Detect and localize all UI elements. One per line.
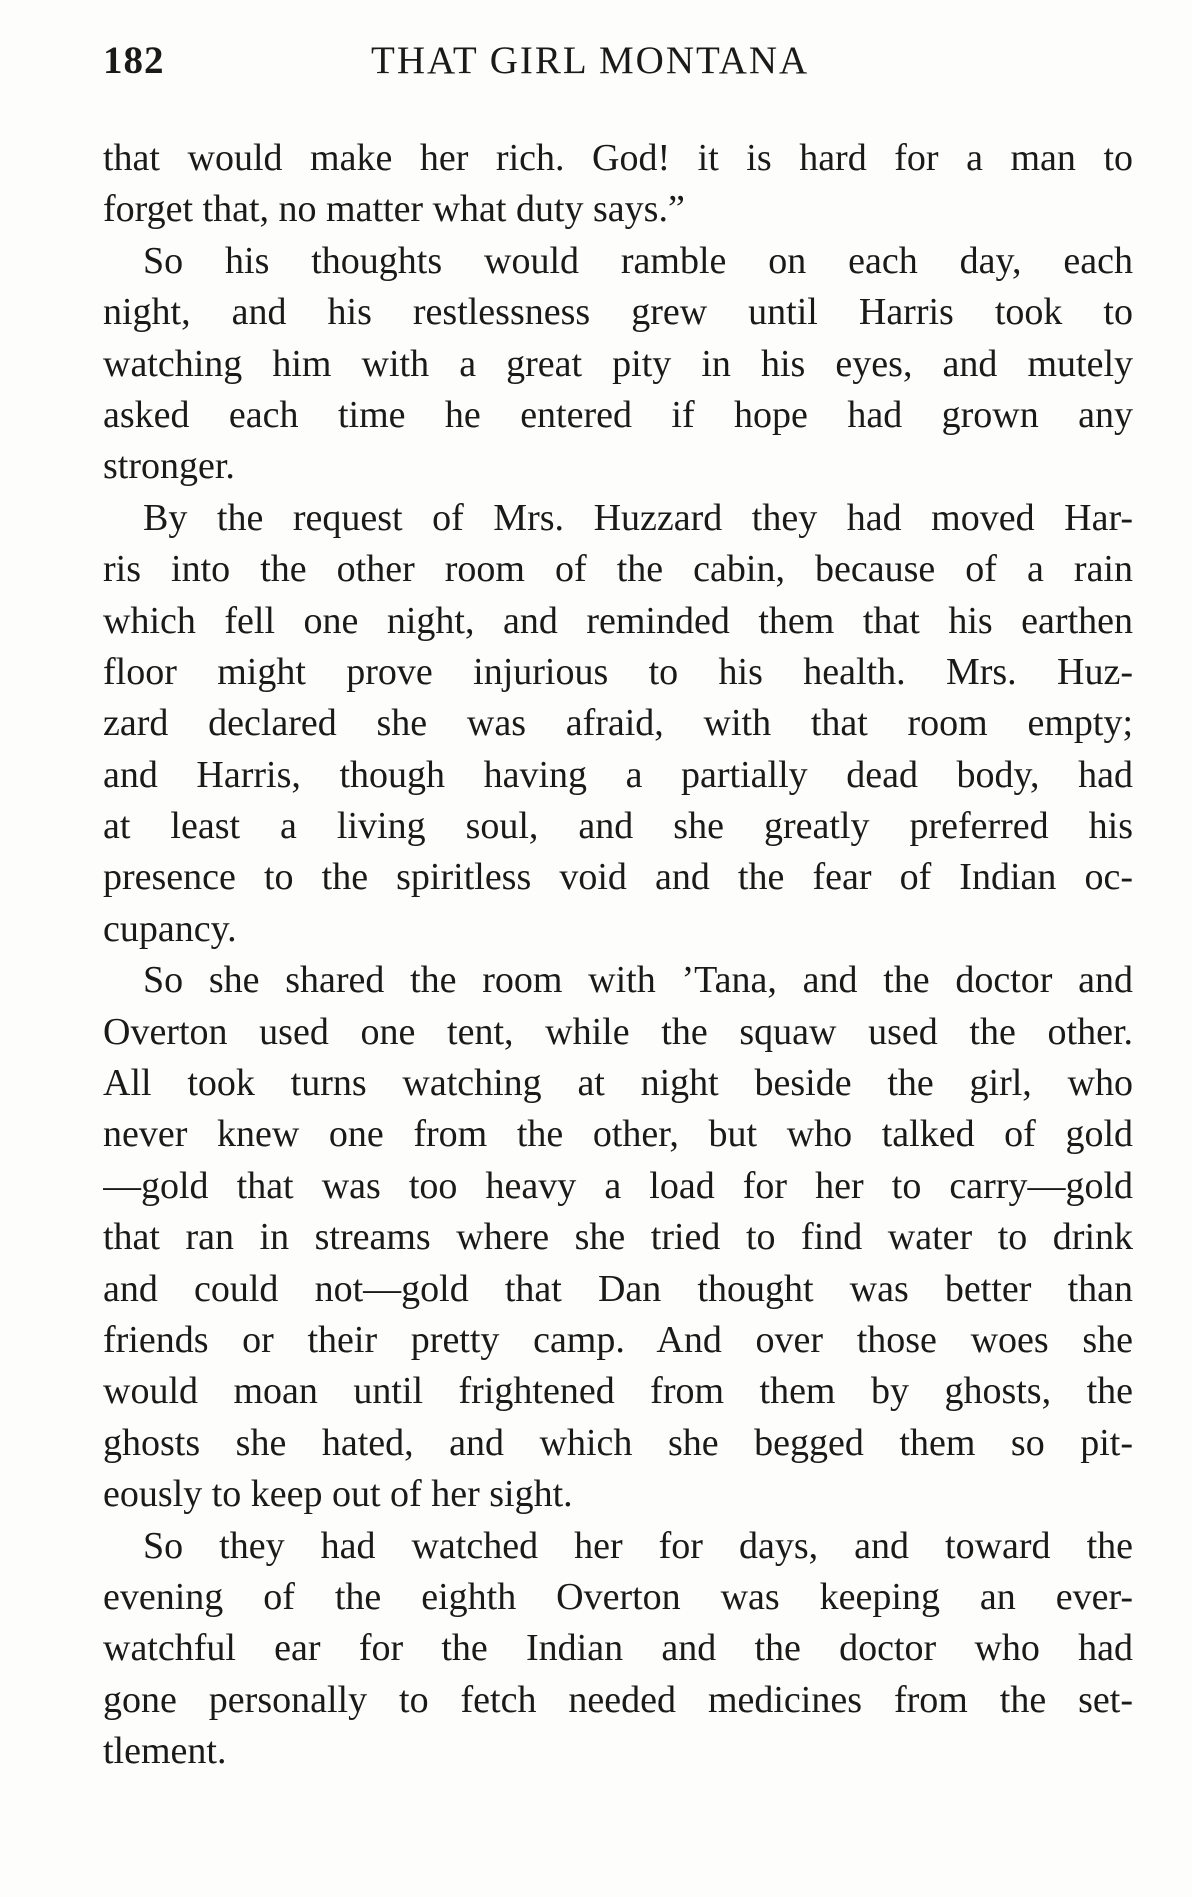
text-line: which fell one night, and reminded them that his earthen — [103, 599, 1133, 642]
running-head — [103, 38, 1133, 98]
text-line: presence to the spiritless void and the fear of Indian oc- — [103, 856, 1133, 899]
paragraph — [103, 133, 1133, 236]
text-line: zard declared she was afraid, with that room empty; — [103, 702, 1133, 745]
text-line: All took turns watching at night beside the girl, who — [103, 1062, 1133, 1105]
text-line: So they had watched her for days, and toward the — [143, 1524, 1133, 1567]
text-line: stronger. — [103, 445, 235, 488]
text-line: So his thoughts would ramble on each day, each — [143, 239, 1133, 282]
paragraph — [103, 1521, 1133, 1778]
text-line: never knew one from the other, but who talked of gold — [103, 1113, 1133, 1156]
text-line: ris into the other room of the cabin, because of a rain — [103, 548, 1133, 591]
text-line: that ran in streams where she tried to find water to drink — [103, 1216, 1133, 1259]
text-line: and could not—gold that Dan thought was better than — [103, 1267, 1133, 1310]
text-line: ghosts she hated, and which she begged them so pit- — [103, 1421, 1133, 1464]
paragraph — [103, 955, 1133, 1520]
text-line: By the request of Mrs. Huzzard they had moved Har- — [143, 496, 1133, 539]
book-title: THAT GIRL MONTANA — [371, 39, 810, 82]
paragraph — [103, 493, 1133, 956]
text-line: and Harris, though having a partially dead body, had — [103, 753, 1133, 796]
text-line: evening of the eighth Overton was keeping an ever- — [103, 1575, 1133, 1618]
text-line: tlement. — [103, 1730, 227, 1773]
text-line: gone personally to fetch needed medicines from the set- — [103, 1678, 1133, 1721]
text-line: night, and his restlessness grew until Harris took to — [103, 291, 1133, 334]
text-line: So she shared the room with ’Tana, and the doctor and — [143, 959, 1133, 1002]
text-line: watching him with a great pity in his eyes, and mutely — [103, 342, 1133, 385]
text-line: eously to keep out of her sight. — [103, 1473, 573, 1516]
text-line: at least a living soul, and she greatly preferred his — [103, 805, 1133, 848]
text-line: cupancy. — [103, 907, 237, 950]
text-line: friends or their pretty camp. And over those woes she — [103, 1318, 1133, 1361]
text-line: —gold that was too heavy a load for her to carry—gold — [103, 1164, 1133, 1207]
paragraph — [103, 236, 1133, 493]
text-line: forget that, no matter what duty says.” — [103, 188, 685, 231]
text-line: floor might prove injurious to his health. Mrs. Huz- — [103, 650, 1133, 693]
text-line: would moan until frightened from them by ghosts, the — [103, 1370, 1133, 1413]
page-number: 182 — [103, 39, 165, 82]
text-line: that would make her rich. God! it is hard for a man to — [103, 137, 1133, 179]
text-line: watchful ear for the Indian and the doctor who had — [103, 1627, 1133, 1670]
text-line: asked each time he entered if hope had grown any — [103, 393, 1133, 436]
text-line: Overton used one tent, while the squaw used the other. — [103, 1010, 1133, 1053]
body-text — [103, 133, 1133, 1778]
